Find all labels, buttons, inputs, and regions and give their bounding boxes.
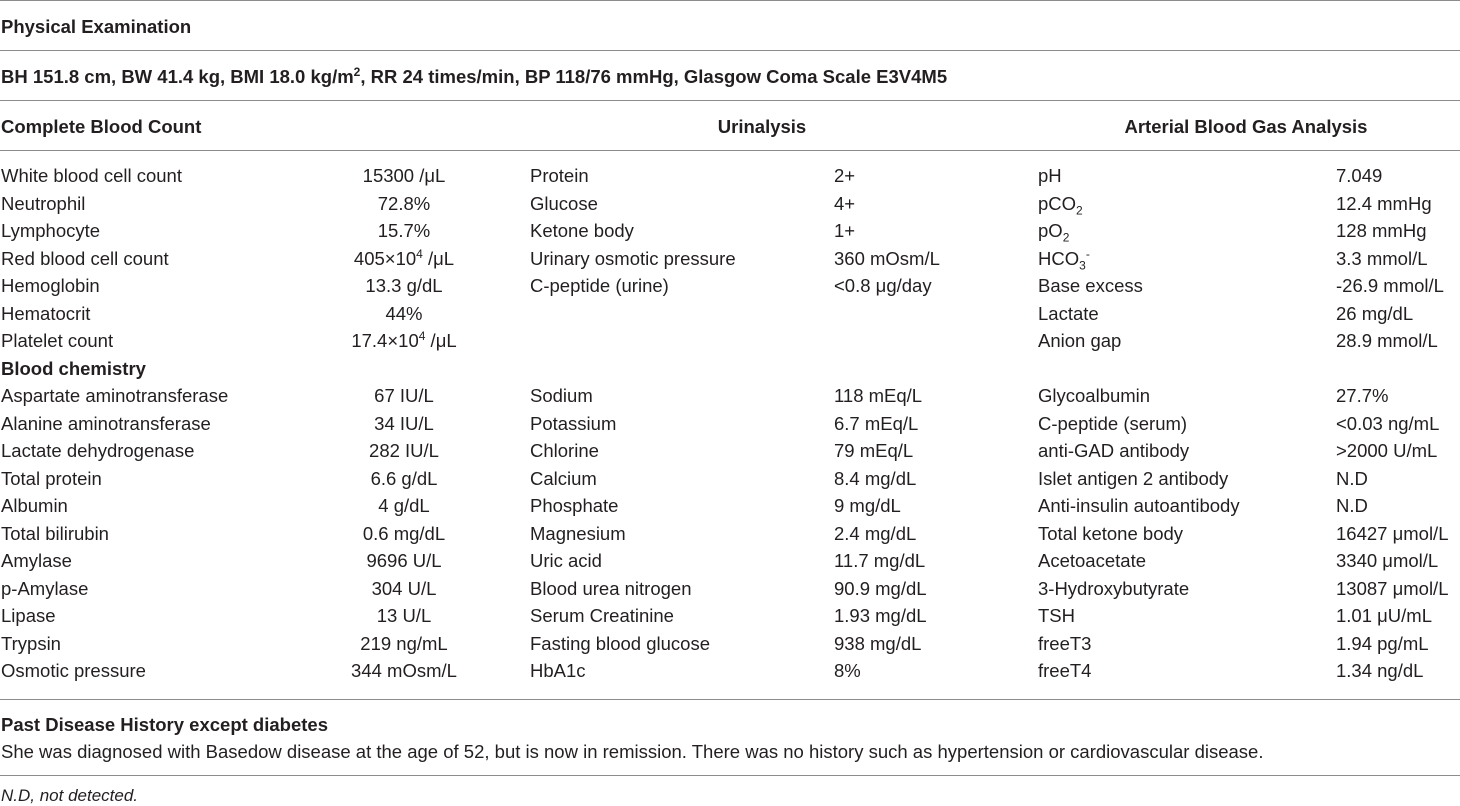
footnote: N.D, not detected. bbox=[1, 786, 139, 805]
cell-c4 bbox=[834, 440, 913, 462]
cell-text: Lymphocyte bbox=[1, 220, 101, 241]
cell-c3 bbox=[530, 660, 586, 682]
cell-text: Calcium bbox=[530, 467, 597, 489]
cell-text: Acetoacetate bbox=[1038, 550, 1146, 571]
cell-c1 bbox=[1, 275, 100, 297]
cell-c3 bbox=[530, 550, 602, 572]
cell-text: freeT4 bbox=[1038, 660, 1092, 681]
cell-text: freeT3 bbox=[1038, 632, 1092, 654]
cell-c1 bbox=[1, 330, 113, 352]
table-row bbox=[0, 413, 1460, 441]
cell-c5 bbox=[1038, 660, 1091, 682]
cell-c5 bbox=[1038, 220, 1070, 245]
cell-text: 79 mEq/L bbox=[834, 440, 914, 461]
cell-superscript: - bbox=[1085, 246, 1090, 261]
cell-c2 bbox=[286, 468, 522, 490]
cell-text: Serum Creatinine bbox=[530, 605, 674, 626]
table-row bbox=[0, 578, 1460, 606]
cell-text: Anion gap bbox=[1038, 330, 1122, 351]
top-rule bbox=[0, 0, 1460, 1]
cell-c5 bbox=[1038, 330, 1121, 352]
cell-c6 bbox=[1336, 660, 1423, 682]
cell-c5 bbox=[1038, 495, 1240, 517]
cell-c4 bbox=[834, 385, 922, 407]
cell-text: 28.9 mmol/L bbox=[1336, 330, 1438, 351]
cell-c2 bbox=[286, 413, 522, 435]
rule-after-physical-title bbox=[0, 50, 1460, 51]
cell-text: N.D bbox=[1336, 495, 1368, 516]
cell-c6 bbox=[1336, 303, 1413, 325]
rule-before-footnote bbox=[0, 775, 1460, 776]
cell-text: Platelet count bbox=[1, 330, 114, 351]
cell-subscript: 2 bbox=[1062, 230, 1070, 245]
cell-text: Base excess bbox=[1038, 275, 1143, 296]
cell-text: Trypsin bbox=[1, 632, 61, 654]
cell-text: 2.4 mg/dL bbox=[834, 522, 917, 544]
cell-text: 90.9 mg/dL bbox=[834, 577, 927, 599]
cell-text: Magnesium bbox=[530, 522, 626, 544]
cell-text: 67 IU/L bbox=[374, 385, 434, 406]
cell-text: Glucose bbox=[530, 192, 598, 214]
cell-text: 15300 /μL bbox=[362, 165, 446, 186]
cell-c2 bbox=[286, 550, 522, 572]
cell-text: Neutrophil bbox=[1, 192, 86, 214]
cell-c2 bbox=[286, 578, 522, 600]
cell-text: HCO bbox=[1038, 247, 1080, 269]
cell-subscript: 3 bbox=[1079, 258, 1086, 273]
cell-text: 1+ bbox=[834, 220, 856, 241]
cell-c4 bbox=[834, 495, 901, 517]
physical-exam-text-b: , RR 24 times/min, BP 118/76 mmHg, Glasgow Coma Scale E3V4M5 bbox=[360, 66, 948, 87]
cell-c6 bbox=[1336, 385, 1388, 407]
cell-text: Ketone body bbox=[530, 220, 634, 241]
cell-c3 bbox=[530, 248, 736, 270]
cell-c6 bbox=[1336, 633, 1429, 655]
cell-text: 3-Hydroxybutyrate bbox=[1038, 577, 1190, 599]
cell-text: Red blood cell count bbox=[1, 247, 169, 269]
table-row bbox=[0, 385, 1460, 413]
table-row bbox=[0, 660, 1460, 688]
cell-text: 405×10 bbox=[353, 247, 417, 269]
cell-text: Phosphate bbox=[530, 495, 619, 516]
cell-text: 3.3 mmol/L bbox=[1336, 247, 1428, 269]
cell-text: 44% bbox=[385, 302, 423, 324]
cell-text: 4 g/dL bbox=[378, 495, 430, 516]
header-urinalysis: Urinalysis bbox=[717, 116, 807, 137]
cell-c6 bbox=[1336, 495, 1368, 517]
cell-c5 bbox=[1038, 550, 1146, 572]
cell-text: 15.7% bbox=[377, 220, 431, 241]
cell-text: Sodium bbox=[530, 385, 593, 406]
cell-c2 bbox=[286, 523, 522, 545]
table-row bbox=[0, 220, 1460, 248]
cell-subscript: 2 bbox=[1076, 203, 1083, 218]
cell-c6 bbox=[1336, 523, 1448, 545]
cell-c5 bbox=[1038, 192, 1083, 218]
table-row bbox=[0, 523, 1460, 551]
cell-text: 1.93 mg/dL bbox=[834, 605, 927, 626]
cell-c6 bbox=[1336, 578, 1448, 600]
cell-text: 1.01 μU/mL bbox=[1336, 605, 1433, 626]
cell-c2 bbox=[286, 303, 522, 325]
cell-text: 128 mmHg bbox=[1336, 220, 1427, 241]
cell-text: Lactate bbox=[1038, 302, 1099, 324]
table-row bbox=[0, 303, 1460, 331]
cell-text: Anti-insulin autoantibody bbox=[1038, 495, 1240, 516]
cell-c6 bbox=[1336, 413, 1439, 435]
cell-text: 4+ bbox=[834, 192, 856, 214]
cell-text: 8.4 mg/dL bbox=[834, 467, 917, 489]
cell-text: pO bbox=[1038, 220, 1063, 241]
cell-text: pH bbox=[1038, 165, 1062, 186]
cell-c4 bbox=[834, 248, 940, 270]
cell-text: Blood urea nitrogen bbox=[530, 577, 692, 599]
cell-c1 bbox=[1, 303, 90, 325]
cell-c3 bbox=[530, 578, 691, 600]
cell-c5 bbox=[1038, 440, 1189, 462]
cell-superscript: 4 bbox=[416, 246, 423, 261]
rule-before-history bbox=[0, 699, 1460, 700]
cell-c3 bbox=[530, 523, 626, 545]
cell-c1 bbox=[1, 578, 88, 600]
cell-c1 bbox=[1, 165, 182, 187]
cell-c2 bbox=[286, 605, 522, 627]
cell-c6 bbox=[1336, 605, 1432, 627]
cell-c2 bbox=[286, 385, 522, 407]
cell-c1 bbox=[1, 633, 61, 655]
cell-text: Alanine aminotransferase bbox=[1, 412, 211, 434]
cell-c1 bbox=[1, 495, 68, 517]
cell-c2 bbox=[286, 165, 522, 187]
history-text: She was diagnosed with Basedow disease at the age of 52, but is now in remission. There was no history such as hypertension or cardiovascular disease. bbox=[1, 741, 1264, 762]
cell-text: 9696 U/L bbox=[366, 550, 442, 571]
table-row bbox=[0, 468, 1460, 496]
cell-c5 bbox=[1038, 523, 1183, 545]
table-row bbox=[0, 440, 1460, 468]
cell-text: 11.7 mg/dL bbox=[834, 550, 926, 571]
cell-text: 9 mg/dL bbox=[834, 495, 901, 516]
table-row bbox=[0, 165, 1460, 193]
cell-c2 bbox=[286, 248, 522, 270]
cell-c1 bbox=[1, 248, 169, 270]
cell-c6 bbox=[1336, 220, 1426, 242]
cell-text: Potassium bbox=[530, 412, 617, 434]
cell-text: pCO bbox=[1038, 192, 1077, 214]
cell-text: 72.8% bbox=[377, 192, 431, 214]
physical-exam-text-a: BH 151.8 cm, BW 41.4 kg, BMI 18.0 kg/m bbox=[1, 66, 354, 87]
cell-c1 bbox=[1, 440, 194, 462]
cell-c2 bbox=[286, 193, 522, 215]
cell-c4 bbox=[834, 605, 927, 627]
cell-c2 bbox=[286, 330, 522, 352]
blood-chem-title: Blood chemistry bbox=[1, 358, 146, 379]
cell-text: 118 mEq/L bbox=[834, 385, 923, 406]
cell-c1 bbox=[1, 468, 102, 490]
cell-text: anti-GAD antibody bbox=[1038, 440, 1190, 461]
cell-text-suffix: /μL bbox=[425, 330, 457, 351]
cell-text: 1.34 ng/dL bbox=[1336, 660, 1424, 681]
cell-c3 bbox=[530, 468, 597, 490]
cell-text: 3340 μmol/L bbox=[1336, 550, 1439, 571]
cell-text: 26 mg/dL bbox=[1336, 302, 1414, 324]
cell-text: 12.4 mmHg bbox=[1336, 192, 1432, 214]
cell-c3 bbox=[530, 633, 710, 655]
cell-text: 1.94 pg/mL bbox=[1336, 632, 1429, 654]
cell-c2 bbox=[286, 275, 522, 297]
cell-text: Osmotic pressure bbox=[1, 660, 146, 681]
cell-text: 344 mOsm/L bbox=[351, 660, 457, 681]
cell-c1 bbox=[1, 605, 56, 627]
table-row bbox=[0, 193, 1460, 221]
rule-after-headers bbox=[0, 150, 1460, 151]
cell-c5 bbox=[1038, 246, 1090, 273]
cell-c5 bbox=[1038, 275, 1143, 297]
history-title: Past Disease History except diabetes bbox=[1, 714, 328, 735]
cell-text: 219 ng/mL bbox=[360, 632, 448, 654]
cell-c4 bbox=[834, 193, 855, 215]
cell-text: 282 IU/L bbox=[369, 440, 439, 461]
physical-exam-sup: 2 bbox=[353, 64, 361, 79]
cell-text: White blood cell count bbox=[1, 165, 182, 186]
cell-text: <0.8 μg/day bbox=[834, 275, 932, 296]
cell-c1 bbox=[1, 193, 85, 215]
cell-text: Hemoglobin bbox=[1, 275, 100, 296]
cell-text: Total bilirubin bbox=[1, 522, 109, 544]
cell-text: -26.9 mmol/L bbox=[1336, 275, 1444, 296]
cell-text: 6.7 mEq/L bbox=[834, 412, 919, 434]
cell-c4 bbox=[834, 633, 921, 655]
cell-text: 360 mOsm/L bbox=[834, 247, 940, 269]
cell-c3 bbox=[530, 440, 599, 462]
cell-text: 7.049 bbox=[1336, 165, 1383, 186]
table-row bbox=[0, 275, 1460, 303]
cell-c4 bbox=[834, 523, 916, 545]
cell-c4 bbox=[834, 550, 925, 572]
cell-text: Hematocrit bbox=[1, 302, 91, 324]
cell-c1 bbox=[1, 660, 146, 682]
table-row bbox=[0, 633, 1460, 661]
cell-text: Amylase bbox=[1, 550, 72, 571]
table-row bbox=[0, 550, 1460, 578]
cell-text-suffix: /μL bbox=[422, 247, 455, 269]
cell-text: 0.6 mg/dL bbox=[362, 522, 446, 544]
cell-c6 bbox=[1336, 248, 1428, 270]
cell-text: C-peptide (urine) bbox=[530, 275, 669, 296]
cell-text: Aspartate aminotransferase bbox=[1, 385, 229, 406]
cell-c2 bbox=[286, 495, 522, 517]
table-row bbox=[0, 330, 1460, 358]
cell-text: Glycoalbumin bbox=[1038, 385, 1151, 406]
cell-text: 13087 μmol/L bbox=[1336, 577, 1449, 599]
cell-superscript: 4 bbox=[418, 328, 426, 343]
cell-text: Urinary osmotic pressure bbox=[530, 247, 736, 269]
header-abg: Arterial Blood Gas Analysis bbox=[1124, 116, 1368, 137]
cell-c5 bbox=[1038, 633, 1091, 655]
cell-c5 bbox=[1038, 303, 1099, 325]
cell-c4 bbox=[834, 165, 855, 187]
cell-c5 bbox=[1038, 385, 1150, 407]
cell-c3 bbox=[530, 413, 616, 435]
cell-text: p-Amylase bbox=[1, 577, 89, 599]
cell-c2 bbox=[286, 440, 522, 462]
rule-after-physical-line bbox=[0, 100, 1460, 101]
cell-text: TSH bbox=[1038, 605, 1075, 626]
cell-c4 bbox=[834, 578, 927, 600]
cell-text: Total protein bbox=[1, 467, 102, 489]
cell-c1 bbox=[1, 413, 211, 435]
cell-c5 bbox=[1038, 578, 1189, 600]
cell-c3 bbox=[530, 605, 674, 627]
cell-c4 bbox=[834, 413, 918, 435]
cell-text: 34 IU/L bbox=[374, 412, 434, 434]
cell-c6 bbox=[1336, 275, 1444, 297]
cell-c5 bbox=[1038, 605, 1075, 627]
cell-c6 bbox=[1336, 440, 1437, 462]
cell-c3 bbox=[530, 193, 598, 215]
cell-c3 bbox=[530, 385, 593, 407]
cell-c2 bbox=[286, 660, 522, 682]
cell-text: Total ketone body bbox=[1038, 522, 1184, 544]
physical-exam-line bbox=[1, 66, 947, 88]
cell-c6 bbox=[1336, 468, 1368, 490]
cell-c3 bbox=[530, 165, 589, 187]
cell-c2 bbox=[286, 220, 522, 242]
cell-c2 bbox=[286, 633, 522, 655]
cell-text: Lipase bbox=[1, 605, 56, 626]
cell-text: Uric acid bbox=[530, 550, 602, 571]
cell-text: <0.03 ng/mL bbox=[1336, 412, 1440, 434]
cell-c4 bbox=[834, 468, 916, 490]
cell-text: HbA1c bbox=[530, 660, 586, 681]
cell-text: 938 mg/dL bbox=[834, 632, 922, 654]
cell-text: N.D bbox=[1336, 467, 1368, 489]
header-cbc: Complete Blood Count bbox=[1, 116, 202, 137]
cell-text: 17.4×10 bbox=[351, 330, 419, 351]
cell-c5 bbox=[1038, 165, 1062, 187]
cell-c6 bbox=[1336, 330, 1438, 352]
cell-c3 bbox=[530, 275, 669, 297]
physical-exam-title: Physical Examination bbox=[1, 16, 192, 37]
table-row bbox=[0, 248, 1460, 276]
cell-text: 6.6 g/dL bbox=[370, 467, 438, 489]
cell-text: 2+ bbox=[834, 165, 856, 186]
cell-c6 bbox=[1336, 193, 1432, 215]
cell-text: 8% bbox=[834, 660, 861, 681]
cell-text: 304 U/L bbox=[371, 577, 437, 599]
cell-c5 bbox=[1038, 468, 1228, 490]
cell-text: Fasting blood glucose bbox=[530, 632, 710, 654]
cell-text: Islet antigen 2 antibody bbox=[1038, 467, 1229, 489]
cell-c1 bbox=[1, 523, 109, 545]
cell-c1 bbox=[1, 385, 228, 407]
cell-text: Lactate dehydrogenase bbox=[1, 440, 195, 461]
cell-text: 27.7% bbox=[1336, 385, 1389, 406]
table-row bbox=[0, 605, 1460, 633]
cell-c3 bbox=[530, 220, 634, 242]
cell-c6 bbox=[1336, 165, 1382, 187]
cell-text: Protein bbox=[530, 165, 589, 186]
cell-text: 16427 μmol/L bbox=[1336, 522, 1449, 544]
cell-text: 13 U/L bbox=[376, 605, 432, 626]
cell-text: Chlorine bbox=[530, 440, 599, 461]
cell-text: C-peptide (serum) bbox=[1038, 412, 1188, 434]
cell-c1 bbox=[1, 220, 100, 242]
cell-c3 bbox=[530, 495, 618, 517]
cell-text: Albumin bbox=[1, 495, 68, 516]
cell-c6 bbox=[1336, 550, 1438, 572]
cell-text: >2000 U/mL bbox=[1336, 440, 1438, 461]
cell-text: 13.3 g/dL bbox=[365, 275, 443, 296]
cell-c4 bbox=[834, 660, 861, 682]
cell-c5 bbox=[1038, 413, 1187, 435]
cell-c4 bbox=[834, 220, 855, 242]
cell-c1 bbox=[1, 550, 72, 572]
cell-c4 bbox=[834, 275, 932, 297]
table-row bbox=[0, 495, 1460, 523]
